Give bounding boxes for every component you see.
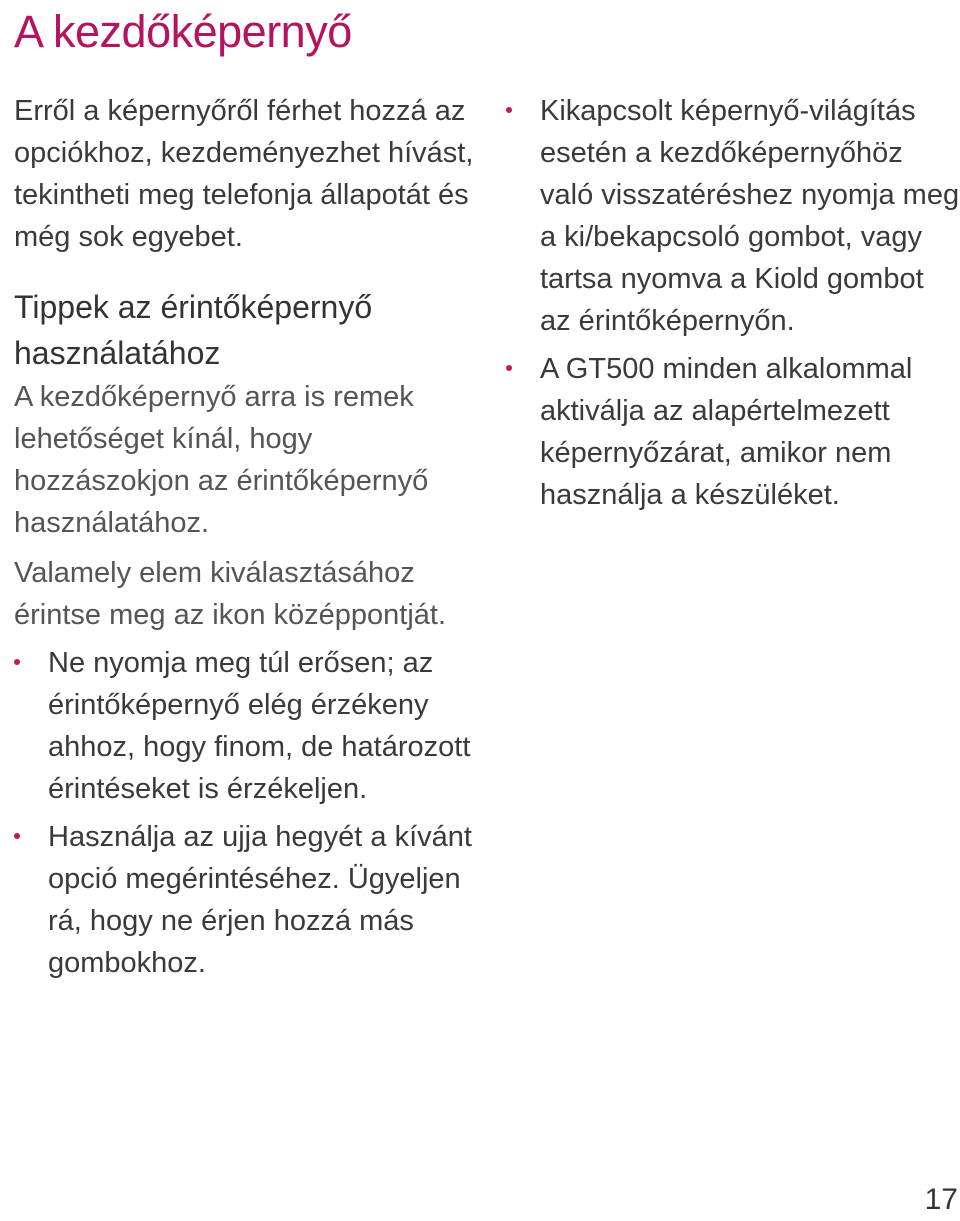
bullet-dot-icon (14, 833, 20, 839)
list-item (506, 90, 960, 342)
page-number: 17 (924, 1183, 958, 1216)
bullet-dot-icon (506, 107, 512, 113)
tips-paragraph-1: A kezdőképernyő arra is remek lehetőséget kínál, hogy hozzászokjon az érintőképernyő használatához. (14, 381, 429, 539)
left-column (14, 90, 480, 984)
list-item-text: Használja az ujja hegyét a kívánt opció megérintéséhez. Ügyeljen rá, hogy ne érjen hozzá más gombokhoz. (48, 821, 472, 979)
list-item (506, 348, 960, 516)
list-item (14, 642, 480, 810)
list-item-text: A GT500 minden alkalommal aktiválja az alapértelmezett képernyőzárat, amikor nem használja a készüléket. (540, 353, 913, 511)
right-column (506, 90, 960, 516)
list-item (14, 816, 480, 984)
bullet-dot-icon (14, 659, 20, 665)
paragraph-gap (14, 544, 480, 552)
section-heading: Tippek az érintőképernyő használatához (14, 289, 373, 371)
page-title: A kezdőképernyő (14, 6, 352, 57)
tips-paragraph-2: Valamely elem kiválasztásához érintse meg az ikon középpontját. (14, 557, 447, 631)
bullet-dot-icon (506, 365, 512, 371)
intro-paragraph: Erről a képernyőről férhet hozzá az opciókhoz, kezdeményezhet hívást, tekintheti meg telefonja állapotát és még sok egyebet. (14, 95, 474, 253)
left-bullet-list (14, 642, 480, 984)
list-item-text: Ne nyomja meg túl erősen; az érintőképernyő elég érzékeny ahhoz, hogy finom, de határozott érintéseket is érzékeljen. (48, 647, 471, 805)
right-bullet-list (506, 90, 960, 516)
list-item-text: Kikapcsolt képernyő-világítás esetén a kezdőképernyőhöz való visszatéréshez nyomja meg a ki/bekapcsoló gombot, vagy tartsa nyomva a Kiold gombot az érintőképernyőn. (540, 95, 960, 337)
